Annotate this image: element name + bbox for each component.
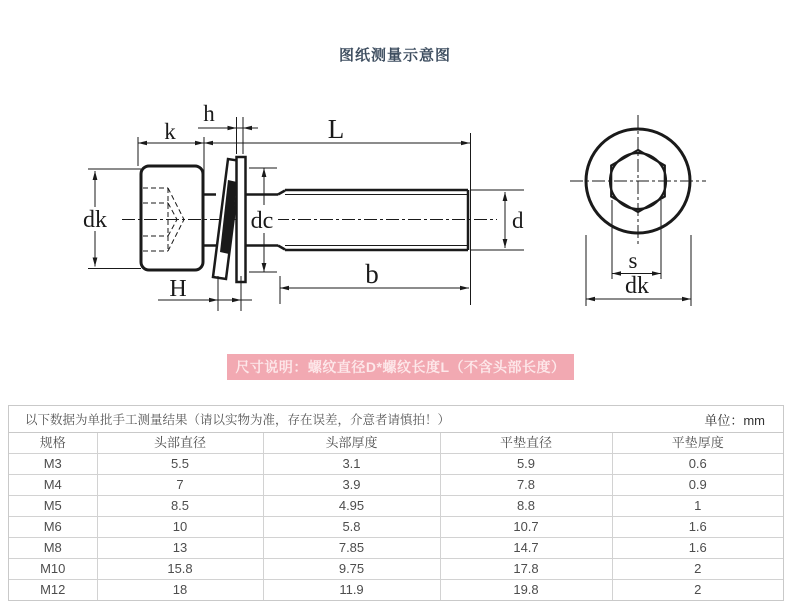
table-row — [9, 517, 783, 538]
table-cell: 8.8 — [440, 496, 612, 517]
table-cell: M8 — [9, 538, 97, 559]
dim-label-L: L — [327, 114, 345, 144]
table-cell: M5 — [9, 496, 97, 517]
flat-washer — [237, 157, 246, 282]
table-cell: 3.1 — [263, 454, 440, 475]
table-cell: 2 — [612, 559, 783, 580]
table-cell: M10 — [9, 559, 97, 580]
dimension-k — [138, 119, 204, 186]
table-row — [9, 559, 783, 580]
table-cell: 1.6 — [612, 517, 783, 538]
table-cell: 0.9 — [612, 475, 783, 496]
table-cell: 1.6 — [612, 538, 783, 559]
table-cell: 10.7 — [440, 517, 612, 538]
table-cell: 1 — [612, 496, 783, 517]
table-cell: M3 — [9, 454, 97, 475]
table-cell: M6 — [9, 517, 97, 538]
dim-label-dk-side: dk — [83, 207, 107, 233]
dim-label-H: H — [169, 276, 187, 302]
dimension-dk-end — [586, 235, 691, 306]
column-header: 平垫厚度 — [612, 433, 783, 454]
measure-note: 以下数据为单批手工测量结果（请以实物为准，存在误差，介意者请慎拍！） — [25, 413, 451, 427]
table-cell: 11.9 — [263, 580, 440, 601]
table-cell: 0.6 — [612, 454, 783, 475]
dimension-dk-side — [83, 169, 141, 269]
dim-label-d: d — [512, 208, 524, 233]
table-row — [9, 538, 783, 559]
table-cell: 3.9 — [263, 475, 440, 496]
dim-label-h: h — [203, 101, 215, 126]
table-cell: 7.85 — [263, 538, 440, 559]
table-cell: 10 — [97, 517, 263, 538]
spec-table — [8, 405, 784, 601]
dim-label-k: k — [164, 119, 176, 144]
unit-label: 单位：mm — [704, 412, 765, 428]
size-note-banner: 尺寸说明：螺纹直径D*螺纹长度L（不含头部长度） — [227, 354, 574, 380]
spec-table-body — [9, 454, 783, 601]
column-header: 头部厚度 — [263, 433, 440, 454]
dimension-h — [198, 101, 258, 154]
end-view — [570, 115, 706, 306]
table-row — [9, 496, 783, 517]
table-cell: M4 — [9, 475, 97, 496]
table-cell: 8.5 — [97, 496, 263, 517]
table-cell: 9.75 — [263, 559, 440, 580]
table-cell: 7 — [97, 475, 263, 496]
table-note-row — [9, 406, 783, 433]
table-cell: 14.7 — [440, 538, 612, 559]
table-cell: 7.8 — [440, 475, 612, 496]
table-header-row — [9, 433, 783, 454]
dim-label-dk-end: dk — [625, 273, 649, 299]
spec-table-grid — [9, 433, 783, 600]
dim-label-s: s — [628, 248, 638, 273]
table-cell: 2 — [612, 580, 783, 601]
column-header: 头部直径 — [97, 433, 263, 454]
side-view — [83, 101, 524, 311]
table-cell: 5.9 — [440, 454, 612, 475]
dimension-dc — [248, 168, 278, 272]
dimension-b — [280, 259, 469, 304]
table-row — [9, 475, 783, 496]
technical-drawing — [0, 100, 790, 320]
dim-label-dc: dc — [250, 208, 274, 234]
column-header: 规格 — [9, 433, 97, 454]
table-cell: 15.8 — [97, 559, 263, 580]
table-cell: M12 — [9, 580, 97, 601]
table-cell: 13 — [97, 538, 263, 559]
table-row — [9, 454, 783, 475]
table-cell: 19.8 — [440, 580, 612, 601]
table-cell: 17.8 — [440, 559, 612, 580]
page-title: 图纸测量示意图 — [338, 47, 451, 64]
screw-head — [141, 166, 203, 270]
column-header: 平垫直径 — [440, 433, 612, 454]
table-row — [9, 580, 783, 601]
table-cell: 4.95 — [263, 496, 440, 517]
dim-label-b: b — [365, 259, 379, 289]
table-cell: 18 — [97, 580, 263, 601]
table-cell: 5.8 — [263, 517, 440, 538]
table-cell: 5.5 — [97, 454, 263, 475]
